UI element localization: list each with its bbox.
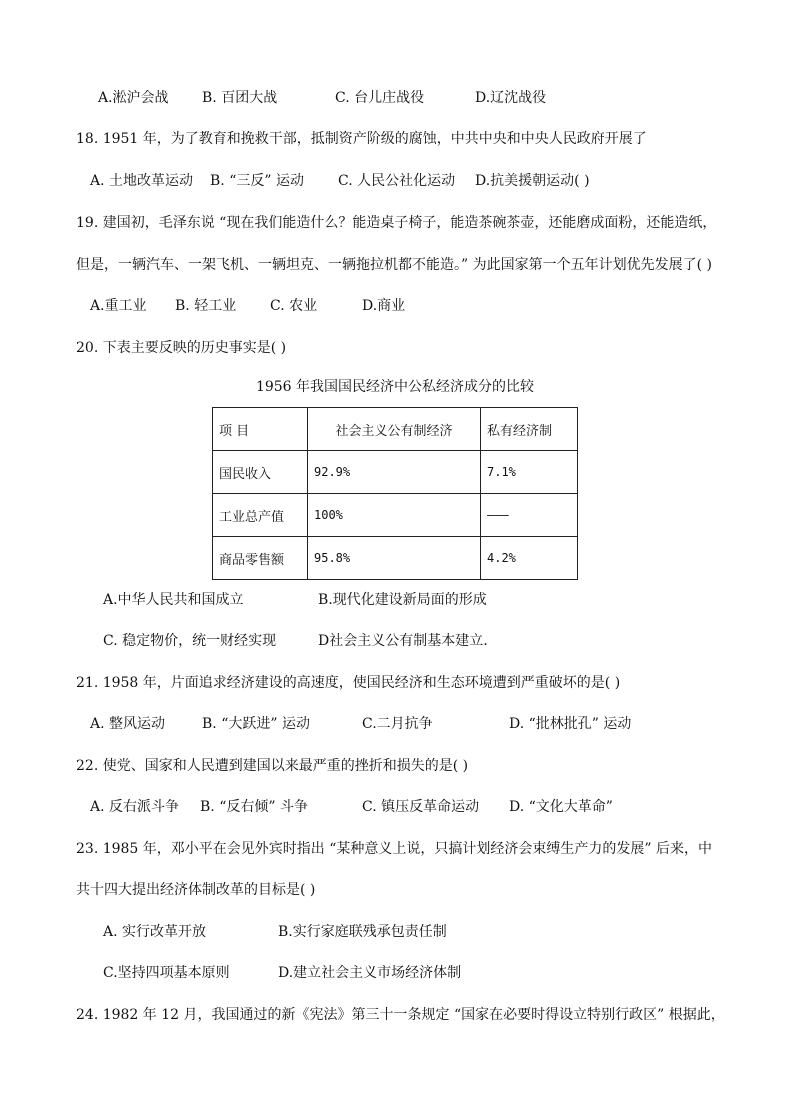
q18-option-a: A. 土地改革运动 [90, 173, 194, 189]
table-cell: 100% [308, 494, 481, 537]
table-cell: ——— [481, 494, 578, 537]
table-cell: 95.8% [308, 537, 481, 580]
q17-option-c: C. 台儿庄战役 [335, 90, 425, 106]
table-cell: 国民收入 [213, 451, 308, 494]
q22-stem: 22. 使党、国家和人民遭到建国以来最严重的挫折和损失的是( ) [76, 758, 469, 774]
table-cell: 92.9% [308, 451, 481, 494]
q20-table-caption: 1956 年我国国民经济中公私经济成分的比较 [255, 379, 535, 395]
q19-option-d: D.商业 [362, 298, 406, 314]
table-cell: 4.2% [481, 537, 578, 580]
q24-stem: 24. 1982 年 12 月，我国通过的新《宪法》第三十一条规定 “国家在必要时得设立特别行政区” 根据此， [76, 1007, 725, 1023]
q21-option-d: D. “批林批孔” 运动 [509, 716, 632, 732]
q22-option-d: D. “文化大革命” [509, 799, 613, 815]
q20-comparison-table [212, 407, 578, 580]
q19-stem-line2: 但是，一辆汽车、一架飞机、一辆坦克、一辆拖拉机都不能造。” 为此国家第一个五年计划优先发展了( ) [76, 257, 712, 273]
q18-option-d: D.抗美援朝运动( ) [475, 173, 590, 189]
q22-option-b: B. “反右倾” 斗争 [200, 799, 308, 815]
table-header-row [213, 408, 578, 451]
table-cell: 工业总产值 [213, 494, 308, 537]
q21-stem: 21. 1958 年，片面追求经济建设的高速度，使国民经济和生态环境遭到严重破坏的是( ) [76, 675, 621, 691]
q23-option-b: B.实行家庭联残承包责任制 [278, 924, 447, 940]
q20-stem: 20. 下表主要反映的历史事实是( ) [76, 340, 287, 356]
table-cell: 7.1% [481, 451, 578, 494]
q18-option-c: C. 人民公社化运动 [338, 173, 456, 189]
q20-option-c: C. 稳定物价，统一财经实现 [103, 633, 277, 649]
q22-option-a: A. 反右派斗争 [90, 799, 180, 815]
q23-option-c: C.坚持四项基本原则 [103, 965, 230, 981]
q19-option-b: B. 轻工业 [175, 298, 237, 314]
q22-option-c: C. 镇压反革命运动 [362, 799, 480, 815]
q23-option-a: A. 实行改革开放 [103, 924, 207, 940]
table-header-cell: 私有经济制 [481, 408, 578, 451]
q20-option-b: B.现代化建设新局面的形成 [318, 592, 487, 608]
q21-option-c: C.二月抗争 [362, 716, 433, 732]
q19-stem-line1: 19. 建国初，毛泽东说 “现在我们能造什么？能造桌子椅子，能造茶碗茶壶，还能磨成面粉，还能造纸， [76, 215, 717, 231]
q21-option-b: B. “大跃进” 运动 [202, 716, 310, 732]
q21-option-a: A. 整风运动 [90, 716, 166, 732]
q19-option-c: C. 农业 [270, 298, 318, 314]
table-row [213, 494, 578, 537]
q23-option-d: D.建立社会主义市场经济体制 [278, 965, 462, 981]
q19-option-a: A.重工业 [90, 298, 147, 314]
table-header-cell: 项 目 [213, 408, 308, 451]
q23-stem-line2: 共十四大提出经济体制改革的目标是( ) [76, 882, 316, 898]
q20-option-d: D社会主义公有制基本建立. [318, 633, 488, 649]
q17-option-a: A.淞沪会战 [98, 90, 169, 106]
table-row [213, 537, 578, 580]
table-row [213, 451, 578, 494]
q17-option-d: D.辽沈战役 [475, 90, 547, 106]
q17-option-b: B. 百团大战 [202, 90, 278, 106]
q23-stem-line1: 23. 1985 年，邓小平在会见外宾时指出 “某种意义上说，只搞计划经济会束缚生产力的发展” 后来，中 [76, 841, 713, 857]
table-header-cell: 社会主义公有制经济 [308, 408, 481, 451]
q20-option-a: A.中华人民共和国成立 [103, 592, 244, 608]
q18-stem: 18. 1951 年，为了教育和挽救干部，抵制资产阶级的腐蚀，中共中央和中央人民政府开展了 [76, 131, 647, 147]
q18-option-b: B. “三反” 运动 [210, 173, 304, 189]
table-cell: 商品零售额 [213, 537, 308, 580]
